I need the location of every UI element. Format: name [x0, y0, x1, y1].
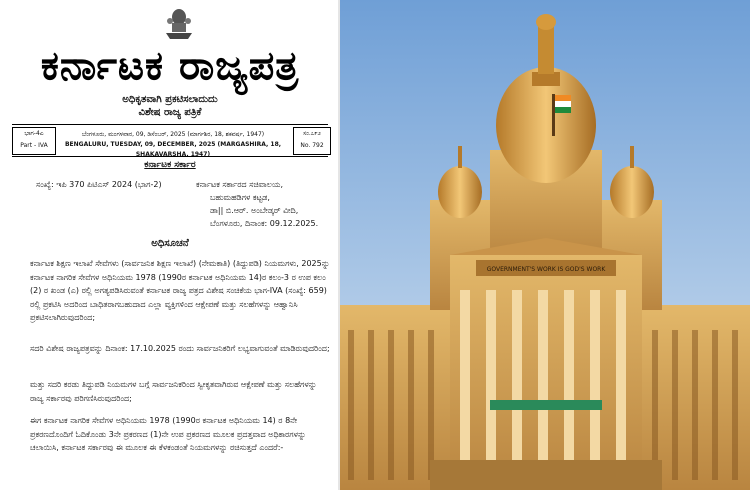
legislature-building-photo [340, 0, 750, 490]
issue-number-kn: ಸಂ.೭೯೨ [303, 130, 321, 137]
paragraph: ಸದರಿ ವಿಶೇಷ ರಾಜ್ಯಪತ್ರವನ್ನು ದಿನಾಂಕ: 17.10.2025 ರಂದು ಸಾರ್ವಜನಿಕರಿಗೆ ಲಭ್ಯವಾಗುವಂತೆ ಮಾಡಿರುವುದರಿಂದ; [30, 344, 330, 353]
flag-band [555, 101, 571, 107]
gazette-masthead: ಕರ್ನಾಟಕ ರಾಜ್ಯಪತ್ರ [40, 43, 300, 89]
special-issue: ವಿಶೇಷ ರಾಜ್ಯ ಪತ್ರಿಕೆ [138, 107, 202, 118]
part-box [12, 127, 56, 155]
reference-number: ಸಂಖ್ಯೆ: ಇಪಿ 370 ಪಿಟಿಎಸ್ 2024 (ಭಾಗ-2) [36, 180, 162, 189]
flag-band [555, 95, 571, 101]
paragraph: ಕರ್ನಾಟಕ ಶಿಕ್ಷಣ ಇಲಾಖೆ ಸೇವೆಗಳು (ಸಾರ್ವಜನಿಕ ಶಿಕ್ಷಣ ಇಲಾಖೆ) (ನೇಮಕಾತಿ) (ತಿದ್ದುಪಡಿ) ನಿಯಮಗಳು, 2025ನ್ನು ಕರ್ನಾಟಕ ನಾಗರಿಕ ಸೇವೆಗಳ ಅಧಿನಿಯಮ 1978 (1990ರ ಕರ್ನಾಟಕ ಅಧಿನಿಯಮ 14)ರ ಕಲಂ-3 ರ ಉಪ ಕಲಂ (2) ರ ಖಂಡ (ಎ) ರಲ್ಲಿ ಅಗತ್ಯಪಡಿಸಿರುವಂತೆ ಕರ್ನಾಟಕ ರಾಜ್ಯ ಪತ್ರದ ವಿಶೇಷ ಸಂಚಿಕೆಯ ಭಾಗ-IVA (ಸಂಖ್ಯೆ: 659) ರಲ್ಲಿ ಪ್ರಕಟಿಸಿ ಅದರಿಂದ ಬಾಧಿತರಾಗಬಹುದಾದ ಎಲ್ಲಾ ವ್ಯಕ್ತಿಗಳಿಂದ ಆಕ್ಷೇಪಣೆ ಮತ್ತು ಸಲಹೆಗಳನ್ನು ಆಹ್ವಾನಿಸಿ ಪ್ರಕಟಿಸಲಾಗಿರುವುದರಿಂದ; [30, 259, 330, 322]
issue-number-box [293, 127, 331, 155]
notification-title: ಅಧಿಸೂಚನೆ [151, 238, 189, 249]
paragraph: ಈಗ ಕರ್ನಾಟಕ ನಾಗರಿಕ ಸೇವೆಗಳ ಅಧಿನಿಯಮ 1978 (1990ರ ಕರ್ನಾಟಕ ಅಧಿನಿಯಮ 14) ರ 8ನೇ ಪ್ರಕರಣದೊಂದಿಗೆ ಓದಿಕೊಂಡು 3ನೇ ಪ್ರಕರಣದ (1)ನೇ ಉಪ ಪ್ರಕರಣದ ಮೂಲಕ ಪ್ರದತ್ತವಾದ ಅಧಿಕಾರಗಳನ್ನು ಚಲಾಯಿಸಿ, ಕರ್ನಾಟಕ ಸರ್ಕಾರವು ಈ ಮೂಲಕ ಈ ಕೆಳಕಂಡಂತೆ ನಿಯಮಗಳನ್ನು ರಚಿಸುತ್ತದೆ ಎಂದರೆ:- [30, 416, 307, 452]
header-rule-top [12, 124, 328, 125]
address-line: ಬೆಂಗಳೂರು, ದಿನಾಂಕ: 09.12.2025. [210, 219, 319, 228]
address-line: ಕರ್ನಾಟಕ ಸರ್ಕಾರದ ಸಚಿವಾಲಯ, [196, 180, 284, 189]
paragraph: ಮತ್ತು ಸದರಿ ಕರಡು ತಿದ್ದುಪಡಿ ನಿಯಮಗಳ ಬಗ್ಗೆ ಸಾರ್ವಜನಿಕರಿಂದ ಸ್ವೀಕೃತವಾಗಿರುವ ಆಕ್ಷೇಪಣೆ ಮತ್ತು ಸಲಹೆಗಳನ್ನು ರಾಜ್ಯ ಸರ್ಕಾರವು ಪರಿಗಣಿಸಿರುವುದರಿಂದ; [30, 380, 317, 403]
address-line: ಡಾ|| ಬಿ.ಆರ್. ಅಂಬೇಡ್ಕರ್ ವೀದಿ, [210, 206, 299, 215]
address-line: ಬಹುಮಹಡಿಗಳ ಕಟ್ಟಡ, [210, 193, 270, 202]
part-en: Part - IVA [20, 142, 48, 149]
header-rule-bottom [12, 156, 328, 157]
issue-number-en: No. 792 [300, 142, 324, 149]
secretariat-address [196, 178, 336, 230]
published-by: ಅಧಿಕೃತವಾಗಿ ಪ್ರಕಟಿಸಲಾದುದು [122, 94, 218, 105]
flag-band [555, 107, 571, 113]
state-emblem-icon [160, 3, 198, 43]
government-heading: ಕರ್ನಾಟಕ ಸರ್ಕಾರ [144, 160, 196, 170]
left-small-dome [438, 166, 482, 218]
date-en: BENGALURU, TUESDAY, 09, DECEMBER, 2025 (MARGASHIRA, 18, SHAKAVARSHA, 1947) [64, 141, 282, 158]
green-banner [490, 400, 602, 410]
gazette-page [0, 0, 340, 490]
date-kn: ಬೆಂಗಳೂರು, ಮಂಗಳವಾರ, 09, ಡಿಸೆಂಬರ್, 2025 (ಮಾರ್ಗಶಿರ, 18, ಶಕವರ್ಷ, 1947) [81, 131, 265, 138]
part-kn: ಭಾಗ-4ಎ [24, 130, 44, 137]
building-sign: GOVERNMENT'S WORK IS GOD'S WORK [486, 266, 606, 273]
front-steps [430, 460, 662, 490]
right-small-dome [610, 166, 654, 218]
building-illustration [340, 0, 750, 490]
